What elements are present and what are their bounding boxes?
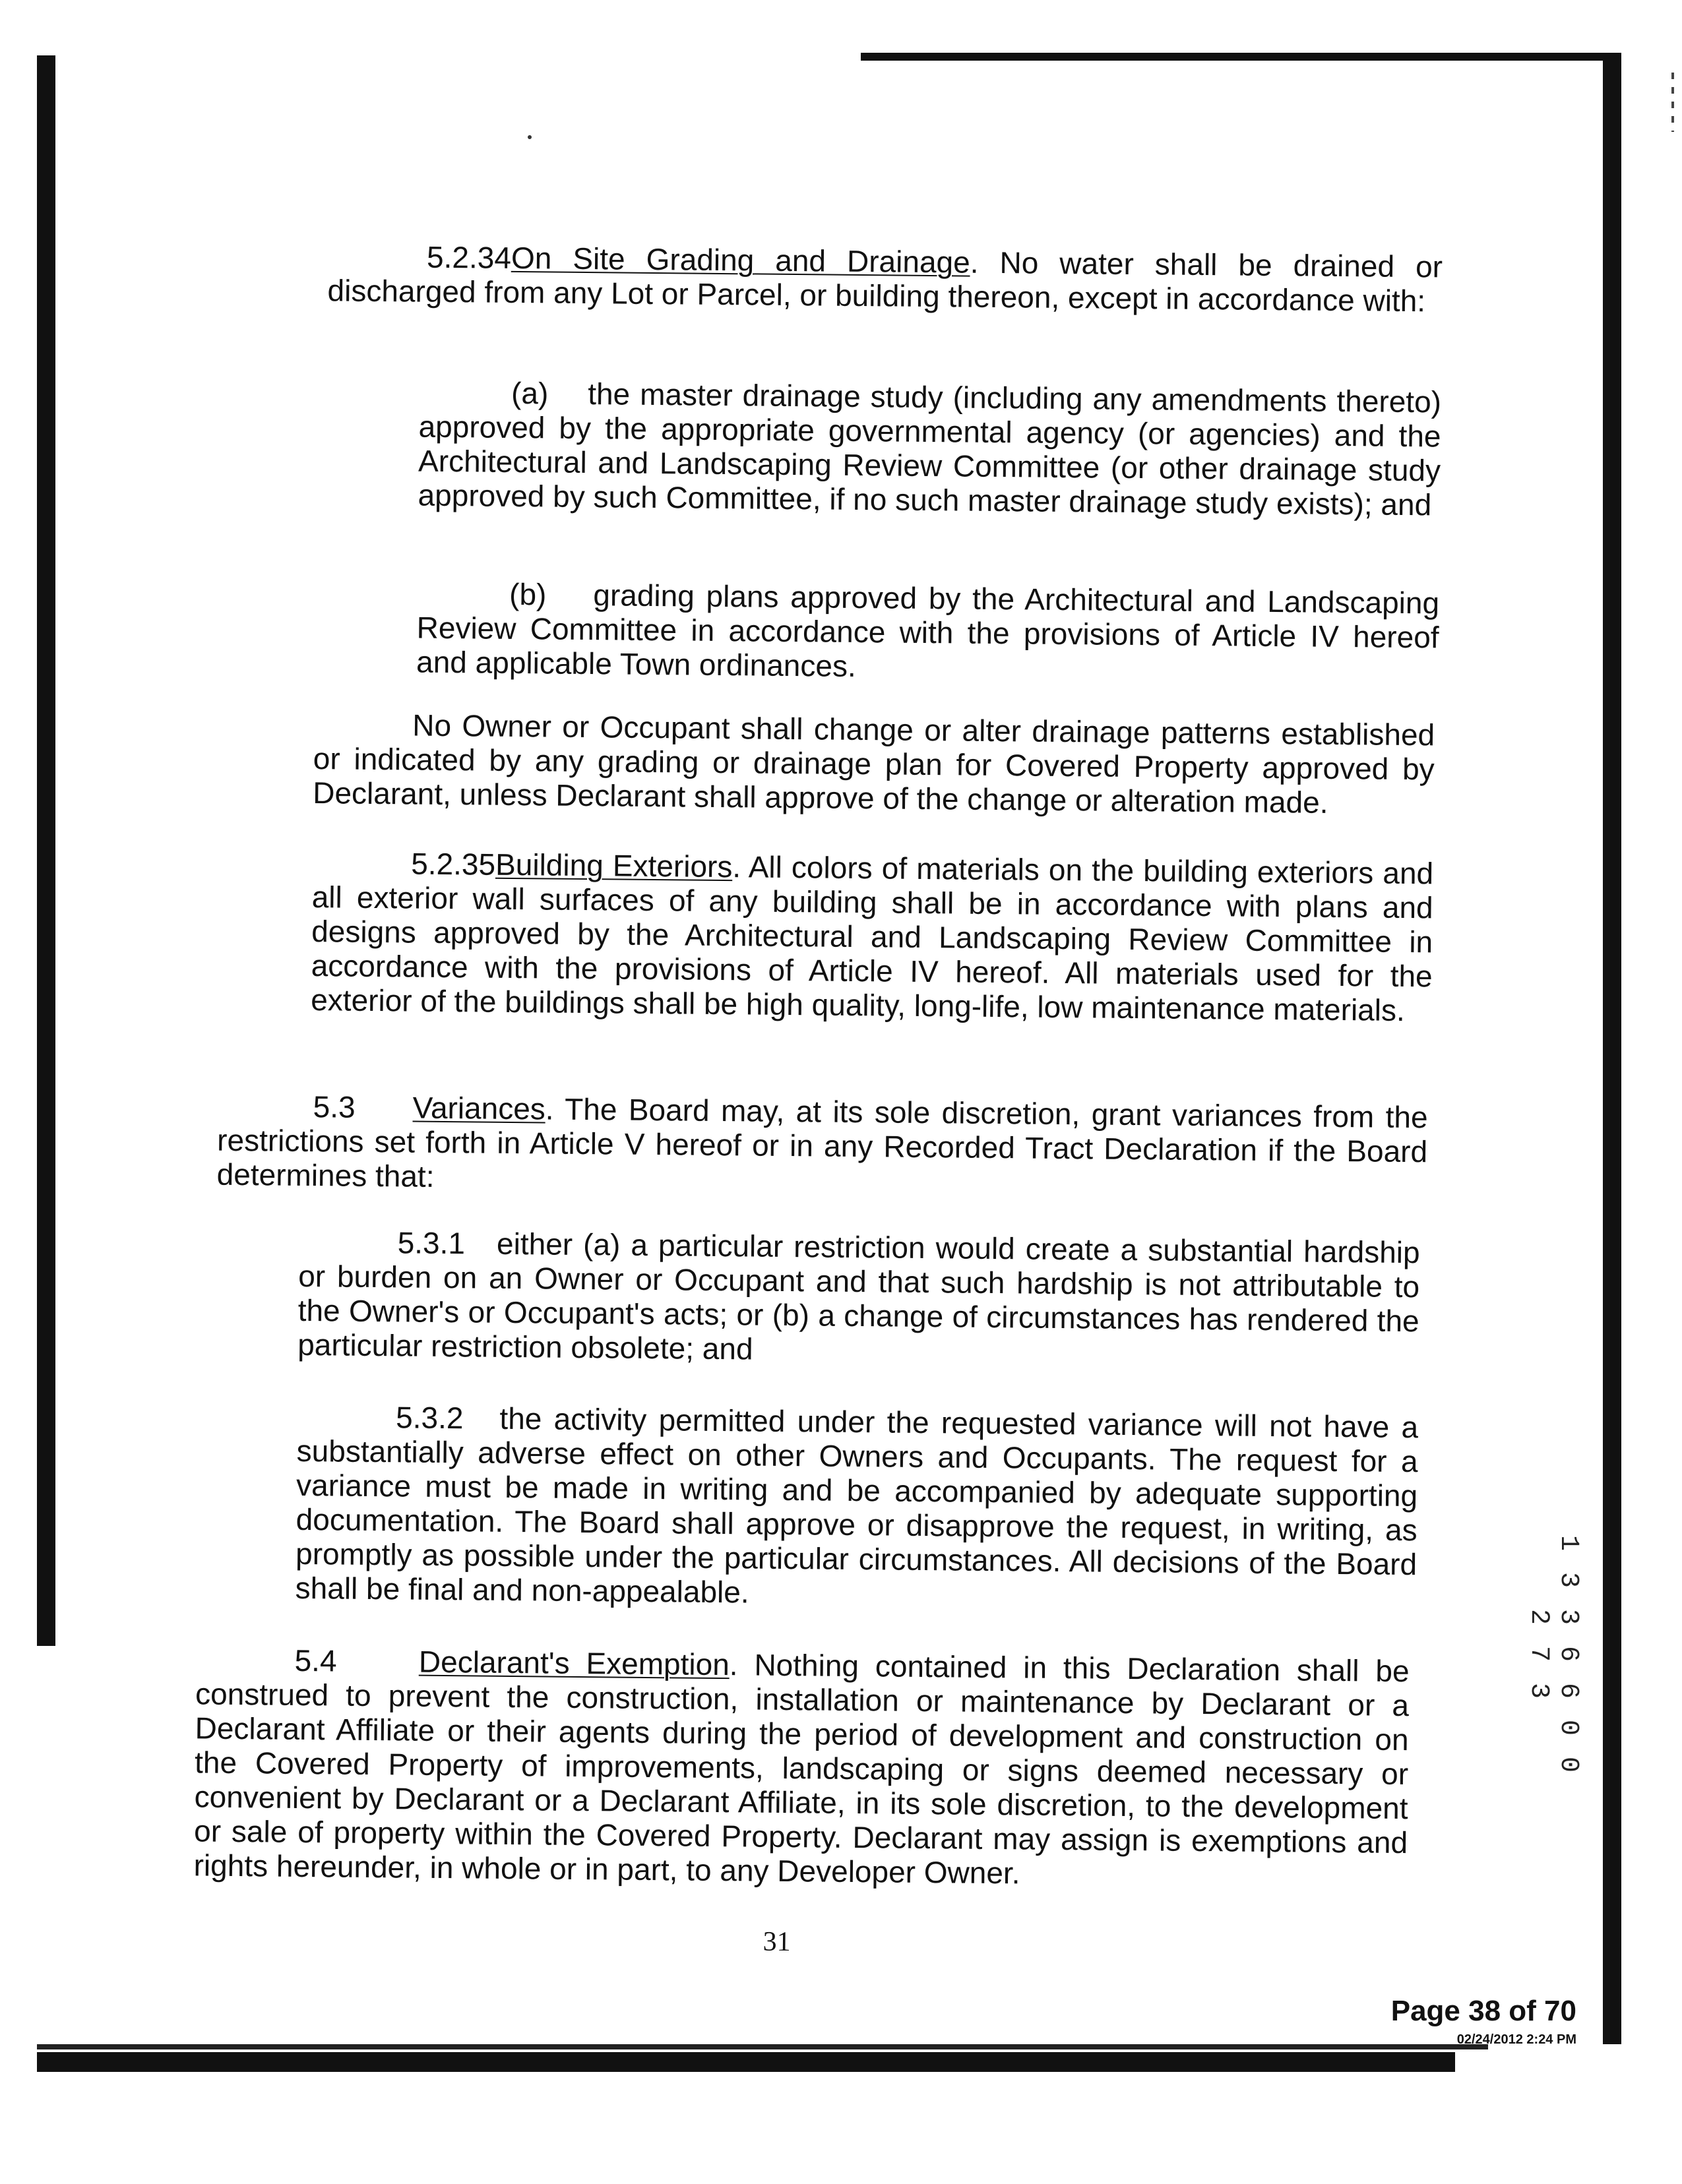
list-item-b xyxy=(416,576,1439,689)
item-text: grading plans approved by the Architectural and Landscaping Review Committee in accordance with the provisions of Article IV hereof and applicable Town ordinances. xyxy=(416,578,1440,683)
section-5-2-35 xyxy=(311,845,1433,1027)
section-text: . Nothing contained in this Declaration shall be construed to prevent the construction, installation or maintenance by Declarant or a Declarant Affiliate or their agents during the period of development and construction on the Covered Property of improvements, landscaping or signs deemed necessary or convenient by Declarant or a Declarant Affiliate, in its sole discretion, to the development or sale of property within the Covered Property. Declarant may assign is exemptions and rights hereunder, in whole or in part, to any Developer Owner. xyxy=(193,1647,1410,1891)
section-text: the activity permitted under the requested variance will not have a substantially adverse effect on other Owners and Occupants. The request for a variance must be made in writing and be accompanied by adequate supporting documentation. The Board shall approve or disapprove the request, in writing, as promptly as possible under the particular circumstances. All decisions of the Board shall be final and non-appealable. xyxy=(295,1401,1419,1610)
section-5-4 xyxy=(193,1642,1409,1894)
section-5-3 xyxy=(216,1089,1427,1203)
section-text: . All colors of materials on the building exteriors and all exterior wall surfaces of any building shall be in accordance with plans and designs approved by the Architectural and Landscaping Review Committee in accordance with the provisions of Article IV hereof. All materials used for the exterior of the buildings shall be high quality, long-life, low maintenance materials. xyxy=(310,849,1434,1027)
section-number: 5.2.34 xyxy=(426,239,512,275)
page-number: 31 xyxy=(763,1926,791,1958)
paragraph-text: No Owner or Occupant shall change or alter drainage patterns established or indicated by any grading or drainage plan for Covered Property approved by Declarant, unless Declarant shall approve of the change or alteration made. xyxy=(313,708,1435,820)
section-5-3-2 xyxy=(295,1399,1418,1616)
section-heading: Declarant's Exemption xyxy=(418,1644,730,1682)
section-number: 5.4 xyxy=(294,1643,337,1678)
item-label: (b) xyxy=(509,576,547,612)
section-number: 5.3.2 xyxy=(395,1400,464,1436)
footer-datetime: 02/24/2012 2:24 PM xyxy=(1456,2032,1576,2047)
item-label: (a) xyxy=(511,375,549,411)
section-text: . The Board may, at its sole discretion, grant variances from the restrictions set forth in Article V hereof or in any Recorded Tract Declaration if the Board determines that: xyxy=(216,1091,1428,1194)
footer-page-count: Page 38 of 70 xyxy=(1390,1995,1576,2027)
section-number: 5.2.35 xyxy=(410,846,496,882)
recording-number-stamp: 1 3 3 6 6 0 0 2 7 3 xyxy=(1524,1534,1583,1776)
section-text: either (a) a particular restriction would create a substantial hardship or burden on an Owner or Occupant and that such hardship is not attributable to the Owner's or Occupant's acts; or (b) a change of circumstances has rendered the particular restriction obsolete; and xyxy=(297,1226,1420,1366)
section-heading: Building Exteriors xyxy=(495,847,733,884)
section-number: 5.3 xyxy=(313,1089,356,1124)
section-heading: Variances xyxy=(412,1090,546,1126)
item-text: the master drainage study (including any amendments thereto) approved by the appropriate governmental agency (or agencies) and the Architectural and Landscaping Review Committee (or other drainage study approved by such Committee, if no such master drainage study exists); and xyxy=(418,377,1442,522)
paragraph-no-owner xyxy=(313,707,1435,820)
section-text: . No water shall be drained or discharged from any Lot or Parcel, or building thereon, except in accordance with: xyxy=(327,245,1443,318)
section-5-3-1 xyxy=(297,1225,1420,1372)
section-number: 5.3.1 xyxy=(397,1225,466,1261)
section-5-2-34 xyxy=(327,239,1443,318)
section-heading: On Site Grading and Drainage xyxy=(511,240,970,280)
list-item-a xyxy=(418,375,1441,522)
